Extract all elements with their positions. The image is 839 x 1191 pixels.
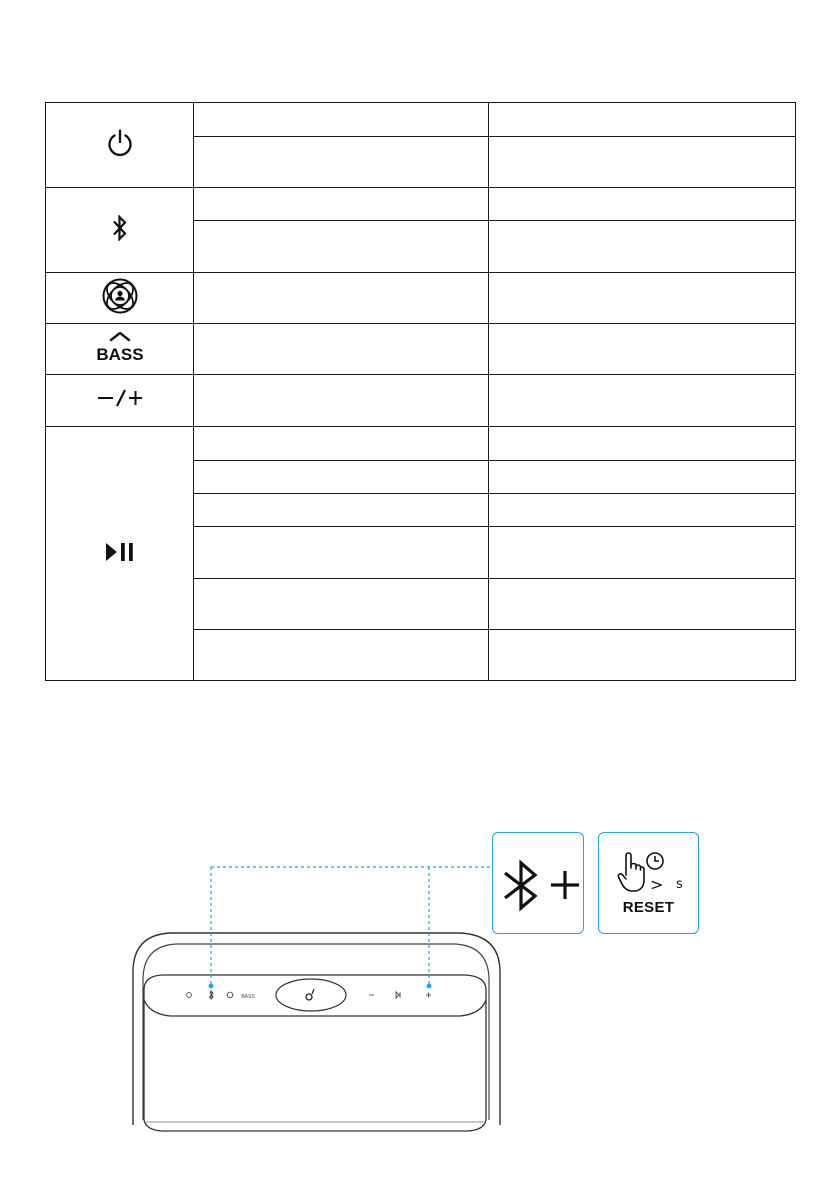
plus-icon (549, 869, 581, 901)
greater-than-symbol: > (650, 875, 664, 894)
seconds-unit: s (676, 877, 683, 892)
reset-label: RESET (622, 899, 675, 916)
bluetooth-plus-callout (492, 832, 584, 934)
svg-text:BASS: BASS (241, 994, 255, 1000)
reset-callout (598, 832, 699, 934)
clock-icon (645, 851, 665, 871)
hand-press-icon (617, 851, 645, 893)
bassup-text: BASS (95, 344, 144, 364)
bluetooth-icon (500, 859, 542, 913)
power-button-mark (187, 993, 192, 998)
